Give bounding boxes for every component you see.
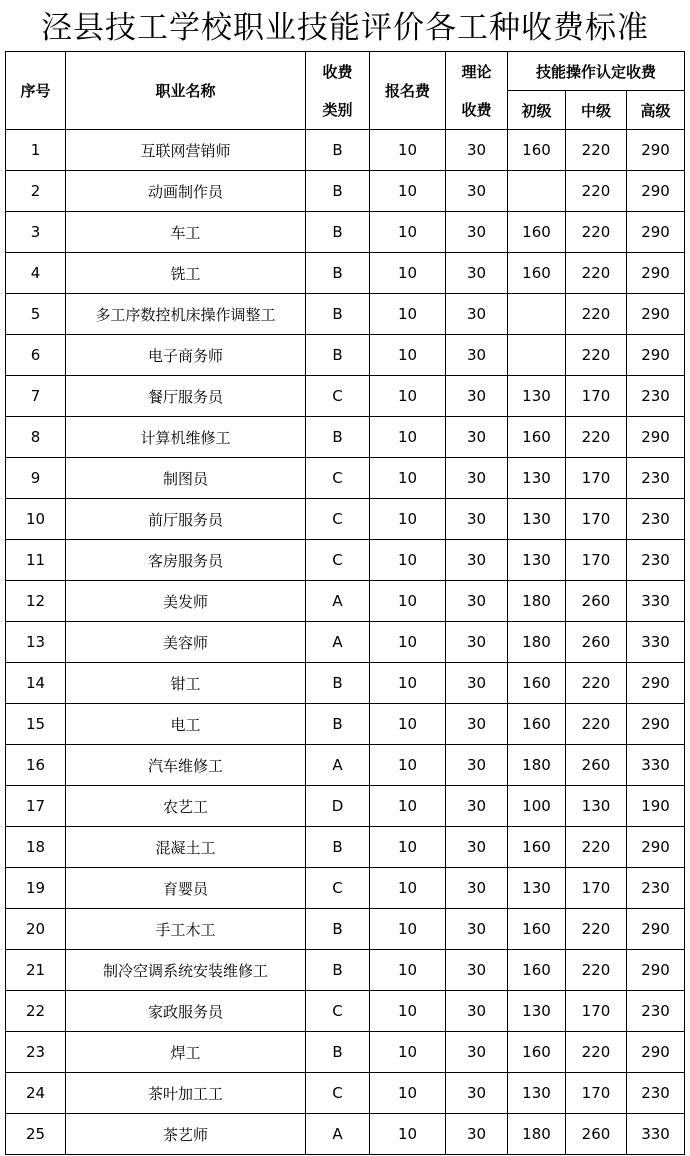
cell-no: 1 [6,130,66,171]
cell-theory-fee: 30 [446,827,508,868]
cell-occupation-name: 客房服务员 [66,540,306,581]
cell-intermediate-fee: 260 [566,622,627,663]
page-title: 泾县技工学校职业技能评价各工种收费标准 [41,10,649,46]
cell-senior-fee: 290 [627,1032,685,1073]
cell-occupation-name: 汽车维修工 [66,745,306,786]
cell-no: 5 [6,294,66,335]
cell-intermediate-fee: 170 [566,376,627,417]
cell-theory-fee: 30 [446,253,508,294]
cell-junior-fee: 180 [508,1114,566,1155]
cell-junior-fee: 130 [508,1073,566,1114]
cell-intermediate-fee: 170 [566,499,627,540]
table-row [6,253,685,294]
cell-occupation-name: 前厅服务员 [66,499,306,540]
cell-theory-fee: 30 [446,786,508,827]
cell-intermediate-fee: 260 [566,581,627,622]
cell-occupation-name: 焊工 [66,1032,306,1073]
fee-table-body [6,130,685,1155]
cell-junior-fee: 130 [508,540,566,581]
cell-junior-fee: 160 [508,663,566,704]
cell-occupation-name: 电工 [66,704,306,745]
cell-senior-fee: 290 [627,253,685,294]
cell-registration-fee: 10 [370,376,446,417]
cell-occupation-name: 混凝土工 [66,827,306,868]
cell-no: 12 [6,581,66,622]
table-row [6,991,685,1032]
cell-category: C [306,991,370,1032]
cell-junior-fee: 160 [508,130,566,171]
cell-junior-fee: 180 [508,622,566,663]
cell-occupation-name: 制图员 [66,458,306,499]
table-row [6,950,685,991]
cell-theory-fee: 30 [446,950,508,991]
cell-occupation-name: 茶叶加工工 [66,1073,306,1114]
cell-theory-fee: 30 [446,909,508,950]
cell-intermediate-fee: 220 [566,335,627,376]
cell-category: C [306,868,370,909]
header-registration: 报名费 [370,52,446,130]
cell-senior-fee: 290 [627,294,685,335]
cell-no: 23 [6,1032,66,1073]
header-row-1 [6,52,685,91]
cell-occupation-name: 互联网营销师 [66,130,306,171]
cell-senior-fee: 230 [627,1073,685,1114]
cell-senior-fee: 230 [627,540,685,581]
cell-registration-fee: 10 [370,417,446,458]
cell-junior-fee: 130 [508,499,566,540]
cell-no: 20 [6,909,66,950]
cell-theory-fee: 30 [446,417,508,458]
cell-registration-fee: 10 [370,622,446,663]
table-row [6,458,685,499]
cell-category: C [306,458,370,499]
cell-registration-fee: 10 [370,294,446,335]
cell-no: 25 [6,1114,66,1155]
table-row [6,745,685,786]
cell-no: 6 [6,335,66,376]
cell-registration-fee: 10 [370,909,446,950]
cell-no: 4 [6,253,66,294]
header-category-line1: 收费 [322,62,353,81]
table-row [6,417,685,458]
cell-category: B [306,909,370,950]
cell-category: C [306,376,370,417]
cell-junior-fee: 130 [508,868,566,909]
cell-intermediate-fee: 220 [566,704,627,745]
cell-category: B [306,950,370,991]
table-row [6,704,685,745]
cell-theory-fee: 30 [446,171,508,212]
cell-category: C [306,540,370,581]
cell-category: A [306,745,370,786]
table-row [6,663,685,704]
cell-senior-fee: 290 [627,663,685,704]
cell-intermediate-fee: 220 [566,171,627,212]
cell-registration-fee: 10 [370,786,446,827]
cell-registration-fee: 10 [370,1073,446,1114]
cell-theory-fee: 30 [446,335,508,376]
cell-intermediate-fee: 170 [566,991,627,1032]
cell-registration-fee: 10 [370,130,446,171]
cell-no: 8 [6,417,66,458]
cell-occupation-name: 美发师 [66,581,306,622]
cell-registration-fee: 10 [370,212,446,253]
cell-no: 19 [6,868,66,909]
cell-intermediate-fee: 170 [566,540,627,581]
cell-registration-fee: 10 [370,1114,446,1155]
cell-theory-fee: 30 [446,1073,508,1114]
table-row [6,130,685,171]
cell-junior-fee: 160 [508,704,566,745]
cell-junior-fee: 130 [508,458,566,499]
cell-category: B [306,417,370,458]
cell-no: 22 [6,991,66,1032]
cell-theory-fee: 30 [446,663,508,704]
cell-junior-fee: 160 [508,212,566,253]
cell-theory-fee: 30 [446,540,508,581]
cell-no: 7 [6,376,66,417]
cell-junior-fee [508,171,566,212]
cell-no: 15 [6,704,66,745]
cell-registration-fee: 10 [370,540,446,581]
cell-theory-fee: 30 [446,376,508,417]
cell-senior-fee: 230 [627,499,685,540]
cell-intermediate-fee: 260 [566,745,627,786]
cell-category: A [306,581,370,622]
table-row [6,335,685,376]
cell-intermediate-fee: 220 [566,1032,627,1073]
cell-theory-fee: 30 [446,1114,508,1155]
cell-registration-fee: 10 [370,827,446,868]
header-theory-line1: 理论 [461,62,492,81]
cell-registration-fee: 10 [370,950,446,991]
cell-intermediate-fee: 220 [566,909,627,950]
cell-intermediate-fee: 220 [566,663,627,704]
cell-intermediate-fee: 220 [566,294,627,335]
cell-registration-fee: 10 [370,1032,446,1073]
cell-junior-fee: 160 [508,417,566,458]
header-no: 序号 [6,52,66,130]
cell-junior-fee: 160 [508,253,566,294]
cell-senior-fee: 290 [627,704,685,745]
cell-occupation-name: 餐厅服务员 [66,376,306,417]
cell-senior-fee: 330 [627,622,685,663]
cell-senior-fee: 230 [627,458,685,499]
cell-occupation-name: 动画制作员 [66,171,306,212]
cell-registration-fee: 10 [370,581,446,622]
cell-occupation-name: 车工 [66,212,306,253]
cell-no: 24 [6,1073,66,1114]
fee-table [5,51,685,1155]
cell-senior-fee: 290 [627,950,685,991]
cell-senior-fee: 290 [627,171,685,212]
cell-intermediate-fee: 220 [566,827,627,868]
header-skill-group: 技能操作认定收费 [508,52,685,91]
cell-junior-fee: 180 [508,745,566,786]
cell-registration-fee: 10 [370,458,446,499]
cell-no: 3 [6,212,66,253]
cell-intermediate-fee: 220 [566,253,627,294]
cell-junior-fee: 100 [508,786,566,827]
cell-intermediate-fee: 170 [566,868,627,909]
cell-junior-fee: 160 [508,1032,566,1073]
cell-senior-fee: 290 [627,335,685,376]
cell-junior-fee [508,294,566,335]
table-row [6,540,685,581]
cell-registration-fee: 10 [370,868,446,909]
cell-no: 13 [6,622,66,663]
cell-occupation-name: 家政服务员 [66,991,306,1032]
cell-senior-fee: 290 [627,417,685,458]
cell-occupation-name: 计算机维修工 [66,417,306,458]
cell-category: B [306,253,370,294]
cell-senior-fee: 330 [627,1114,685,1155]
cell-intermediate-fee: 130 [566,786,627,827]
cell-no: 16 [6,745,66,786]
cell-registration-fee: 10 [370,704,446,745]
table-row [6,827,685,868]
cell-registration-fee: 10 [370,745,446,786]
cell-senior-fee: 290 [627,909,685,950]
cell-junior-fee: 160 [508,950,566,991]
table-row [6,868,685,909]
cell-registration-fee: 10 [370,663,446,704]
table-row [6,786,685,827]
cell-theory-fee: 30 [446,622,508,663]
cell-registration-fee: 10 [370,253,446,294]
cell-senior-fee: 290 [627,130,685,171]
cell-theory-fee: 30 [446,130,508,171]
cell-occupation-name: 多工序数控机床操作调整工 [66,294,306,335]
cell-no: 9 [6,458,66,499]
cell-theory-fee: 30 [446,991,508,1032]
cell-no: 21 [6,950,66,991]
cell-theory-fee: 30 [446,294,508,335]
cell-registration-fee: 10 [370,171,446,212]
cell-intermediate-fee: 170 [566,458,627,499]
header-theory-line2: 收费 [461,100,492,119]
cell-occupation-name: 茶艺师 [66,1114,306,1155]
cell-intermediate-fee: 220 [566,130,627,171]
cell-intermediate-fee: 220 [566,417,627,458]
cell-no: 17 [6,786,66,827]
cell-senior-fee: 330 [627,745,685,786]
header-senior: 高级 [627,91,685,130]
cell-category: A [306,622,370,663]
cell-junior-fee: 130 [508,376,566,417]
header-theory [446,52,508,130]
cell-theory-fee: 30 [446,581,508,622]
cell-intermediate-fee: 220 [566,950,627,991]
cell-category: B [306,827,370,868]
cell-category: B [306,294,370,335]
header-junior: 初级 [508,91,566,130]
table-row [6,212,685,253]
cell-category: B [306,1032,370,1073]
header-name: 职业名称 [66,52,306,130]
cell-senior-fee: 230 [627,868,685,909]
table-row [6,171,685,212]
cell-senior-fee: 230 [627,991,685,1032]
cell-occupation-name: 制冷空调系统安装维修工 [66,950,306,991]
header-category [306,52,370,130]
table-row [6,581,685,622]
cell-category: B [306,130,370,171]
cell-no: 2 [6,171,66,212]
cell-category: D [306,786,370,827]
cell-junior-fee: 160 [508,909,566,950]
cell-intermediate-fee: 260 [566,1114,627,1155]
cell-junior-fee: 180 [508,581,566,622]
cell-junior-fee: 130 [508,991,566,1032]
table-row [6,376,685,417]
cell-theory-fee: 30 [446,458,508,499]
header-category-line2: 类别 [322,100,353,119]
cell-registration-fee: 10 [370,991,446,1032]
cell-registration-fee: 10 [370,499,446,540]
cell-occupation-name: 钳工 [66,663,306,704]
cell-occupation-name: 美容师 [66,622,306,663]
cell-senior-fee: 190 [627,786,685,827]
cell-theory-fee: 30 [446,212,508,253]
cell-senior-fee: 330 [627,581,685,622]
cell-occupation-name: 铣工 [66,253,306,294]
cell-theory-fee: 30 [446,1032,508,1073]
cell-senior-fee: 290 [627,827,685,868]
cell-theory-fee: 30 [446,499,508,540]
table-row [6,622,685,663]
cell-category: B [306,704,370,745]
cell-no: 11 [6,540,66,581]
cell-no: 10 [6,499,66,540]
cell-category: B [306,663,370,704]
cell-junior-fee: 160 [508,827,566,868]
cell-intermediate-fee: 220 [566,212,627,253]
cell-senior-fee: 290 [627,212,685,253]
cell-theory-fee: 30 [446,868,508,909]
cell-category: C [306,1073,370,1114]
table-row [6,294,685,335]
cell-category: A [306,1114,370,1155]
cell-theory-fee: 30 [446,704,508,745]
cell-category: B [306,171,370,212]
cell-junior-fee [508,335,566,376]
cell-intermediate-fee: 170 [566,1073,627,1114]
cell-occupation-name: 手工木工 [66,909,306,950]
cell-no: 18 [6,827,66,868]
table-row [6,1073,685,1114]
cell-occupation-name: 电子商务师 [66,335,306,376]
cell-category: C [306,499,370,540]
cell-category: B [306,212,370,253]
header-intermediate: 中级 [566,91,627,130]
cell-registration-fee: 10 [370,335,446,376]
cell-senior-fee: 230 [627,376,685,417]
cell-no: 14 [6,663,66,704]
cell-occupation-name: 农艺工 [66,786,306,827]
table-row [6,1032,685,1073]
table-row [6,909,685,950]
table-row [6,499,685,540]
table-row [6,1114,685,1155]
cell-occupation-name: 育婴员 [66,868,306,909]
cell-category: B [306,335,370,376]
cell-theory-fee: 30 [446,745,508,786]
